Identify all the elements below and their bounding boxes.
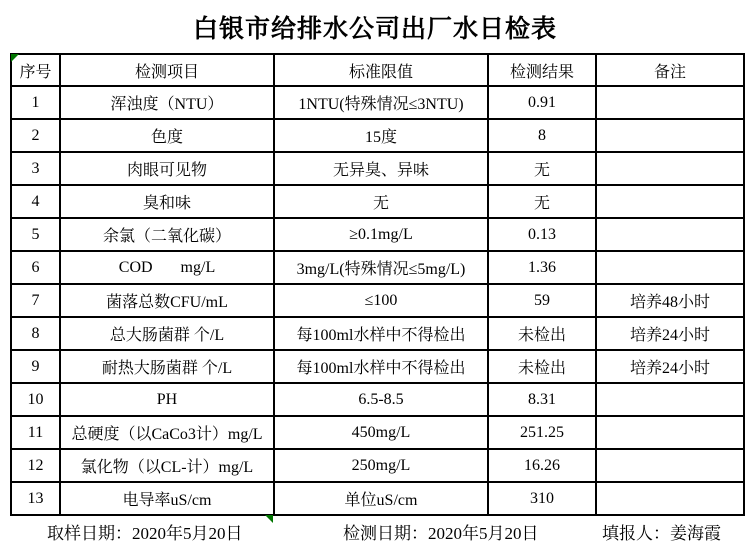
table-cell: 3mg/L(特殊情况≤5mg/L) xyxy=(274,251,488,284)
table-cell xyxy=(596,119,744,152)
table-cell: 8 xyxy=(488,119,596,152)
table-cell: 8.31 xyxy=(488,383,596,416)
table-cell xyxy=(596,86,744,119)
table-cell: 每100ml水样中不得检出 xyxy=(274,350,488,383)
table-cell: 1.36 xyxy=(488,251,596,284)
sampling-date-label: 取样日期：2020年5月20日 xyxy=(47,524,243,543)
table-cell: 单位uS/cm xyxy=(274,482,488,515)
table-cell: 菌落总数CFU/mL xyxy=(60,284,274,317)
header-cell-result: 检测结果 xyxy=(488,54,596,86)
table-cell xyxy=(596,482,744,515)
table-cell xyxy=(596,185,744,218)
table-row xyxy=(11,218,744,251)
table-row xyxy=(11,482,744,515)
inspection-table xyxy=(10,53,745,516)
table-cell: 251.25 xyxy=(488,416,596,449)
test-date-label: 检测日期：2020年5月20日 xyxy=(343,524,539,543)
table-cell: 8 xyxy=(11,317,60,350)
table-cell: 1NTU(特殊情况≤3NTU) xyxy=(274,86,488,119)
table-cell xyxy=(596,251,744,284)
table-row xyxy=(11,449,744,482)
table-cell: 总大肠菌群 个/L xyxy=(60,317,274,350)
table-cell: 1 xyxy=(11,86,60,119)
table-row xyxy=(11,284,744,317)
table-row xyxy=(11,119,744,152)
table-cell: COD mg/L xyxy=(60,251,274,284)
table-cell: 250mg/L xyxy=(274,449,488,482)
table-cell xyxy=(596,218,744,251)
table-cell: ≤100 xyxy=(274,284,488,317)
table-cell: 臭和味 xyxy=(60,185,274,218)
header-cell-limit: 标准限值 xyxy=(274,54,488,86)
reporter-label: 填报人：姜海霞 xyxy=(602,524,721,543)
table-cell: 13 xyxy=(11,482,60,515)
header-cell-index: 序号 xyxy=(11,54,60,86)
table-cell: 培养24小时 xyxy=(596,317,744,350)
table-cell xyxy=(596,416,744,449)
table-row xyxy=(11,152,744,185)
table-cell: 5 xyxy=(11,218,60,251)
table-cell: 12 xyxy=(11,449,60,482)
table-cell: 未检出 xyxy=(488,350,596,383)
table-cell: 余氯（二氧化碳） xyxy=(60,218,274,251)
table-row xyxy=(11,317,744,350)
table-cell: 15度 xyxy=(274,119,488,152)
table-body xyxy=(11,86,744,515)
table-cell: 培养24小时 xyxy=(596,350,744,383)
table-cell: 450mg/L xyxy=(274,416,488,449)
table-cell: 59 xyxy=(488,284,596,317)
table-header-row xyxy=(11,54,744,86)
table-row xyxy=(11,185,744,218)
table-cell xyxy=(596,449,744,482)
table-cell: 耐热大肠菌群 个/L xyxy=(60,350,274,383)
table-cell xyxy=(596,152,744,185)
table-row xyxy=(11,383,744,416)
table-row xyxy=(11,251,744,284)
header-cell-item: 检测项目 xyxy=(60,54,274,86)
table-cell: 总硬度（以CaCo3计）mg/L xyxy=(60,416,274,449)
table-cell: 无 xyxy=(274,185,488,218)
table-cell: 无异臭、异味 xyxy=(274,152,488,185)
table-cell: 色度 xyxy=(60,119,274,152)
table-cell: 每100ml水样中不得检出 xyxy=(274,317,488,350)
table-cell: 16.26 xyxy=(488,449,596,482)
header-cell-remark: 备注 xyxy=(596,54,744,86)
table-cell: 无 xyxy=(488,152,596,185)
table-row xyxy=(11,350,744,383)
table-cell: 3 xyxy=(11,152,60,185)
table-cell: PH xyxy=(60,383,274,416)
table-cell: 11 xyxy=(11,416,60,449)
table-cell: 0.13 xyxy=(488,218,596,251)
table-cell: 电导率uS/cm xyxy=(60,482,274,515)
table-cell: 310 xyxy=(488,482,596,515)
table-cell: 氯化物（以CL-计）mg/L xyxy=(60,449,274,482)
table-cell: 0.91 xyxy=(488,86,596,119)
table-cell xyxy=(596,383,744,416)
table-cell: 10 xyxy=(11,383,60,416)
table-cell: 6.5-8.5 xyxy=(274,383,488,416)
footer-bar xyxy=(0,514,750,554)
table-cell: 培养48小时 xyxy=(596,284,744,317)
table-cell: 2 xyxy=(11,119,60,152)
table-cell: 浑浊度（NTU） xyxy=(60,86,274,119)
table-cell: 9 xyxy=(11,350,60,383)
table-cell: ≥0.1mg/L xyxy=(274,218,488,251)
table-cell: 4 xyxy=(11,185,60,218)
table-cell: 肉眼可见物 xyxy=(60,152,274,185)
green-triangle-top-left-icon xyxy=(11,54,19,62)
table-cell: 6 xyxy=(11,251,60,284)
table-cell: 7 xyxy=(11,284,60,317)
table-row xyxy=(11,416,744,449)
table-row xyxy=(11,86,744,119)
table-cell: 未检出 xyxy=(488,317,596,350)
page-title: 白银市给排水公司出厂水日检表 xyxy=(192,16,557,43)
table-cell: 无 xyxy=(488,185,596,218)
